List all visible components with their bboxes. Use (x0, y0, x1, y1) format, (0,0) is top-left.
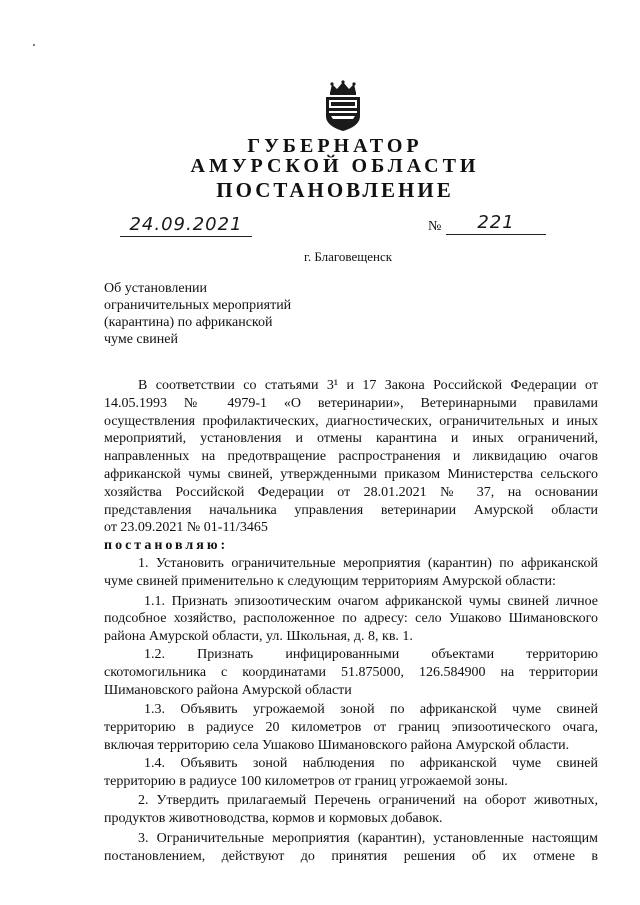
document-number: 221 (446, 212, 546, 235)
body-line: мероприятий, установления и отмены карантина и иных ограничений, (104, 431, 598, 447)
body-line: африканской чумы свиней, утвержденными приказом Министерства сельского (104, 466, 598, 482)
document-date: 24.09.2021 (120, 214, 252, 237)
body-line: продуктов животноводства, кормов и кормовых добавок. (104, 811, 443, 827)
subject-line: (карантина) по африканской (104, 315, 273, 330)
coat-of-arms-icon (322, 80, 364, 132)
subject-line: ограничительных мероприятий (104, 298, 292, 313)
decree-keyword: постановляю: (104, 538, 229, 554)
body-line: скотомогильника с координатами 51.875000, 126.584900 на территории (104, 664, 598, 680)
body-line: 2. Утвердить прилагаемый Перечень ограничений на оборот животных, (138, 793, 598, 809)
body-line: территорию в радиусе 100 километров от границ угрожаемой зоны. (104, 773, 508, 789)
city-line: г. Благовещенск (303, 249, 393, 264)
subject-line: Об установлении (104, 281, 208, 296)
body-line: 1. Установить ограничительные мероприятия (карантин) по африканской (138, 555, 598, 571)
document-subject (104, 280, 334, 348)
subject-line: чуме свиней (104, 332, 178, 347)
body-line: 14.05.1993 № 4979-1 «О ветеринарии», Ветеринарными правилами (104, 395, 598, 411)
header-governor: ГУБЕРНАТОР (247, 135, 423, 157)
body-line: осуществления профилактических, диагностических, ограничительных и иных (104, 413, 598, 429)
header-region: АМУРСКОЙ ОБЛАСТИ (190, 155, 480, 177)
body-line: территорию в радиусе 20 километров от границ эпизоотического очага, (104, 720, 598, 736)
body-line: направленных на предотвращение распространения и ликвидацию очагов (104, 449, 598, 465)
document-body (104, 377, 598, 866)
body-line: 3. Ограничительные мероприятия (карантин), установленные настоящим (138, 830, 598, 846)
body-line: хозяйства Российской Федерации от 28.01.2021 № 37, на основании (104, 484, 598, 500)
body-line: подсобное хозяйство, расположенное по адресу: село Ушаково Шимановского (104, 611, 598, 627)
document-type-title: ПОСТАНОВЛЕНИЕ (216, 178, 454, 202)
body-line: чуме свиней применительно к следующим территориям Амурской области: (104, 573, 556, 589)
number-label: № (428, 219, 442, 234)
body-line: 1.3. Объявить угрожаемой зоной по африканской чуме свиней (144, 702, 598, 718)
body-line: постановлением, действуют до принятия решения об их отмене в (104, 848, 598, 864)
body-line: включая территорию села Ушаково Шимановского района Амурской области. (104, 737, 570, 753)
body-line: 1.4. Объявить зоной наблюдения по африканской чуме свиней (144, 755, 598, 771)
body-line: от 23.09.2021 № 01-11/3465 (104, 520, 268, 536)
body-line: 1.1. Признать эпизоотическим очагом африканской чумы свиней личное (144, 593, 598, 609)
body-line: 1.2. Признать инфицированными объектами территорию (144, 646, 598, 662)
body-line: представления начальника управления ветеринарии Амурской области (104, 502, 598, 518)
body-line: В соответствии со статьями 3¹ и 17 Закона Российской Федерации от (138, 378, 598, 393)
body-line: района Амурской области, ул. Школьная, д. 8, кв. 1. (104, 629, 413, 645)
scan-speck (33, 44, 35, 46)
body-line: Шимановского района Амурской области (104, 682, 352, 698)
